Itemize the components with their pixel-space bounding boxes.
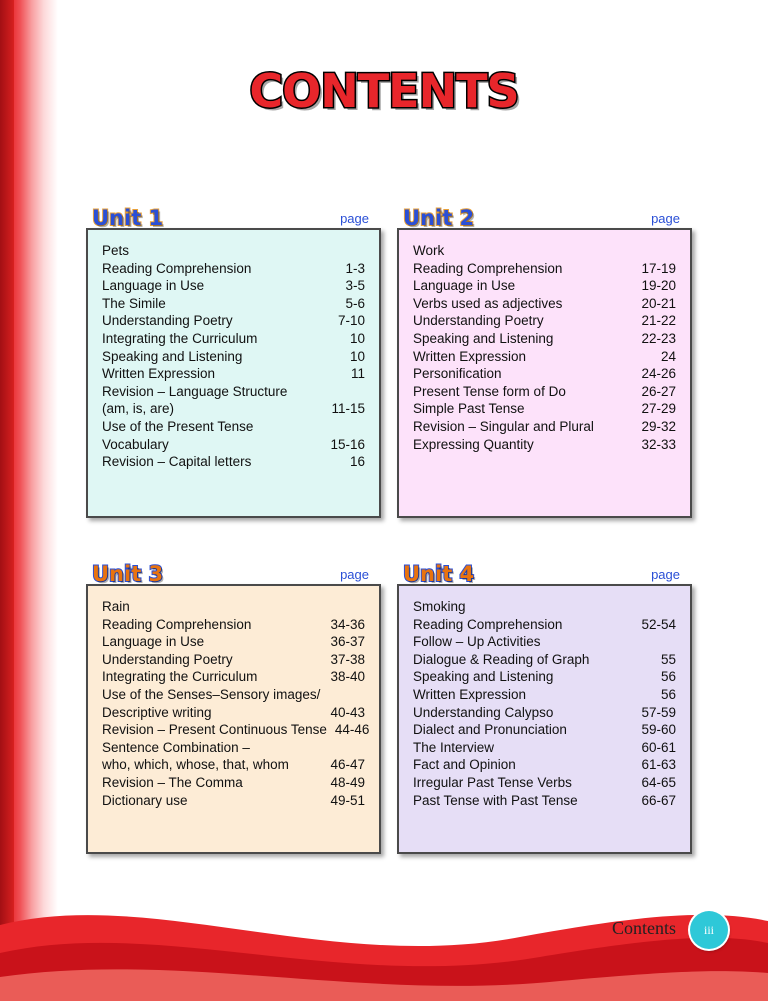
list-item: Speaking and Listening 22-23 bbox=[413, 330, 676, 346]
unit-card-3 bbox=[86, 552, 381, 854]
bottom-wave-decoration bbox=[0, 881, 768, 1001]
list-item: Use of the Present Tense bbox=[102, 418, 254, 434]
wave-svg bbox=[0, 881, 768, 1001]
list-item: Speaking and Listening 56 bbox=[413, 669, 676, 685]
list-item: Understanding Poetry 7-10 bbox=[102, 313, 365, 329]
list-item: Language in Use 3-5 bbox=[102, 278, 365, 294]
list-item: Dialogue & Reading of Graph 55 bbox=[413, 651, 676, 667]
list-item: Follow – Up Activities bbox=[413, 634, 541, 650]
list-item: Past Tense with Past Tense 66-67 bbox=[413, 792, 676, 808]
unit-4-header bbox=[397, 552, 692, 584]
contents-row-2 bbox=[86, 552, 692, 854]
list-item: Written Expression 56 bbox=[413, 686, 676, 702]
contents-grid bbox=[86, 196, 692, 888]
list-item: Understanding Poetry 21-22 bbox=[413, 313, 676, 329]
list-item: Speaking and Listening 10 bbox=[102, 348, 365, 364]
list-item: Revision – Language Structure bbox=[102, 383, 288, 399]
list-item: Integrating the Curriculum 10 bbox=[102, 330, 365, 346]
unit-card-1 bbox=[86, 196, 381, 518]
unit-card-4 bbox=[397, 552, 692, 854]
list-item: Expressing Quantity 32-33 bbox=[413, 436, 676, 452]
list-item: Fact and Opinion 61-63 bbox=[413, 757, 676, 773]
list-item: Verbs used as adjectives 20-21 bbox=[413, 295, 676, 311]
list-item: Language in Use 36-37 bbox=[102, 634, 365, 650]
list-item: Dictionary use 49-51 bbox=[102, 792, 365, 808]
list-item: Smoking bbox=[413, 599, 466, 614]
list-item: Sentence Combination – bbox=[102, 739, 250, 755]
unit-2-header bbox=[397, 196, 692, 228]
list-item: Pets bbox=[102, 243, 130, 258]
unit-4-entries bbox=[397, 584, 692, 854]
list-item: Use of the Senses–Sensory images/ bbox=[102, 686, 321, 702]
page-title: CONTENTS bbox=[249, 64, 519, 118]
list-item: Simple Past Tense 27-29 bbox=[413, 401, 676, 417]
unit-4-page-column-label: page bbox=[651, 567, 680, 582]
unit-1-label: Unit 1 bbox=[92, 206, 164, 230]
list-item: Reading Comprehension 17-19 bbox=[413, 260, 676, 276]
unit-card-2 bbox=[397, 196, 692, 518]
list-item: The Simile 5-6 bbox=[102, 295, 365, 311]
list-item: Reading Comprehension 1-3 bbox=[102, 260, 365, 276]
unit-3-label: Unit 3 bbox=[92, 562, 164, 586]
list-item: Reading Comprehension 34-36 bbox=[102, 616, 365, 632]
unit-3-page-column-label: page bbox=[340, 567, 369, 582]
list-item: Written Expression 24 bbox=[413, 348, 676, 364]
list-item: Written Expression 11 bbox=[102, 366, 365, 382]
list-item: who, which, whose, that, whom 46-47 bbox=[102, 757, 365, 773]
unit-1-header bbox=[86, 196, 381, 228]
footer-label: Contents bbox=[611, 918, 676, 938]
list-item: Understanding Poetry 37-38 bbox=[102, 651, 365, 667]
list-item: Revision – Singular and Plural 29-32 bbox=[413, 418, 676, 434]
list-item: Vocabulary 15-16 bbox=[102, 436, 365, 452]
unit-2-entries bbox=[397, 228, 692, 518]
list-item: Rain bbox=[102, 599, 130, 614]
list-item: Descriptive writing 40-43 bbox=[102, 704, 365, 720]
list-item: Understanding Calypso 57-59 bbox=[413, 704, 676, 720]
list-item: Personification 24-26 bbox=[413, 366, 676, 382]
list-item: Dialect and Pronunciation 59-60 bbox=[413, 722, 676, 738]
list-item: (am, is, are) 11-15 bbox=[102, 401, 365, 417]
unit-3-header bbox=[86, 552, 381, 584]
list-item: The Interview 60-61 bbox=[413, 739, 676, 755]
unit-1-page-column-label: page bbox=[340, 211, 369, 226]
contents-row-1 bbox=[86, 196, 692, 518]
unit-2-label: Unit 2 bbox=[403, 206, 475, 230]
list-item: Irregular Past Tense Verbs 64-65 bbox=[413, 774, 676, 790]
left-edge-spine bbox=[0, 0, 14, 1001]
list-item: Integrating the Curriculum 38-40 bbox=[102, 669, 365, 685]
unit-2-page-column-label: page bbox=[651, 211, 680, 226]
unit-1-entries bbox=[86, 228, 381, 518]
list-item: Language in Use 19-20 bbox=[413, 278, 676, 294]
list-item: Revision – The Comma 48-49 bbox=[102, 774, 365, 790]
list-item: Present Tense form of Do 26-27 bbox=[413, 383, 676, 399]
list-item: Work bbox=[413, 243, 445, 258]
unit-3-entries bbox=[86, 584, 381, 854]
list-item: Reading Comprehension 52-54 bbox=[413, 616, 676, 632]
list-item: Revision – Capital letters 16 bbox=[102, 454, 365, 470]
unit-4-label: Unit 4 bbox=[403, 562, 475, 586]
page-number-badge: iii bbox=[690, 911, 728, 949]
list-item: Revision – Present Continuous Tense 44-46 bbox=[102, 722, 370, 738]
